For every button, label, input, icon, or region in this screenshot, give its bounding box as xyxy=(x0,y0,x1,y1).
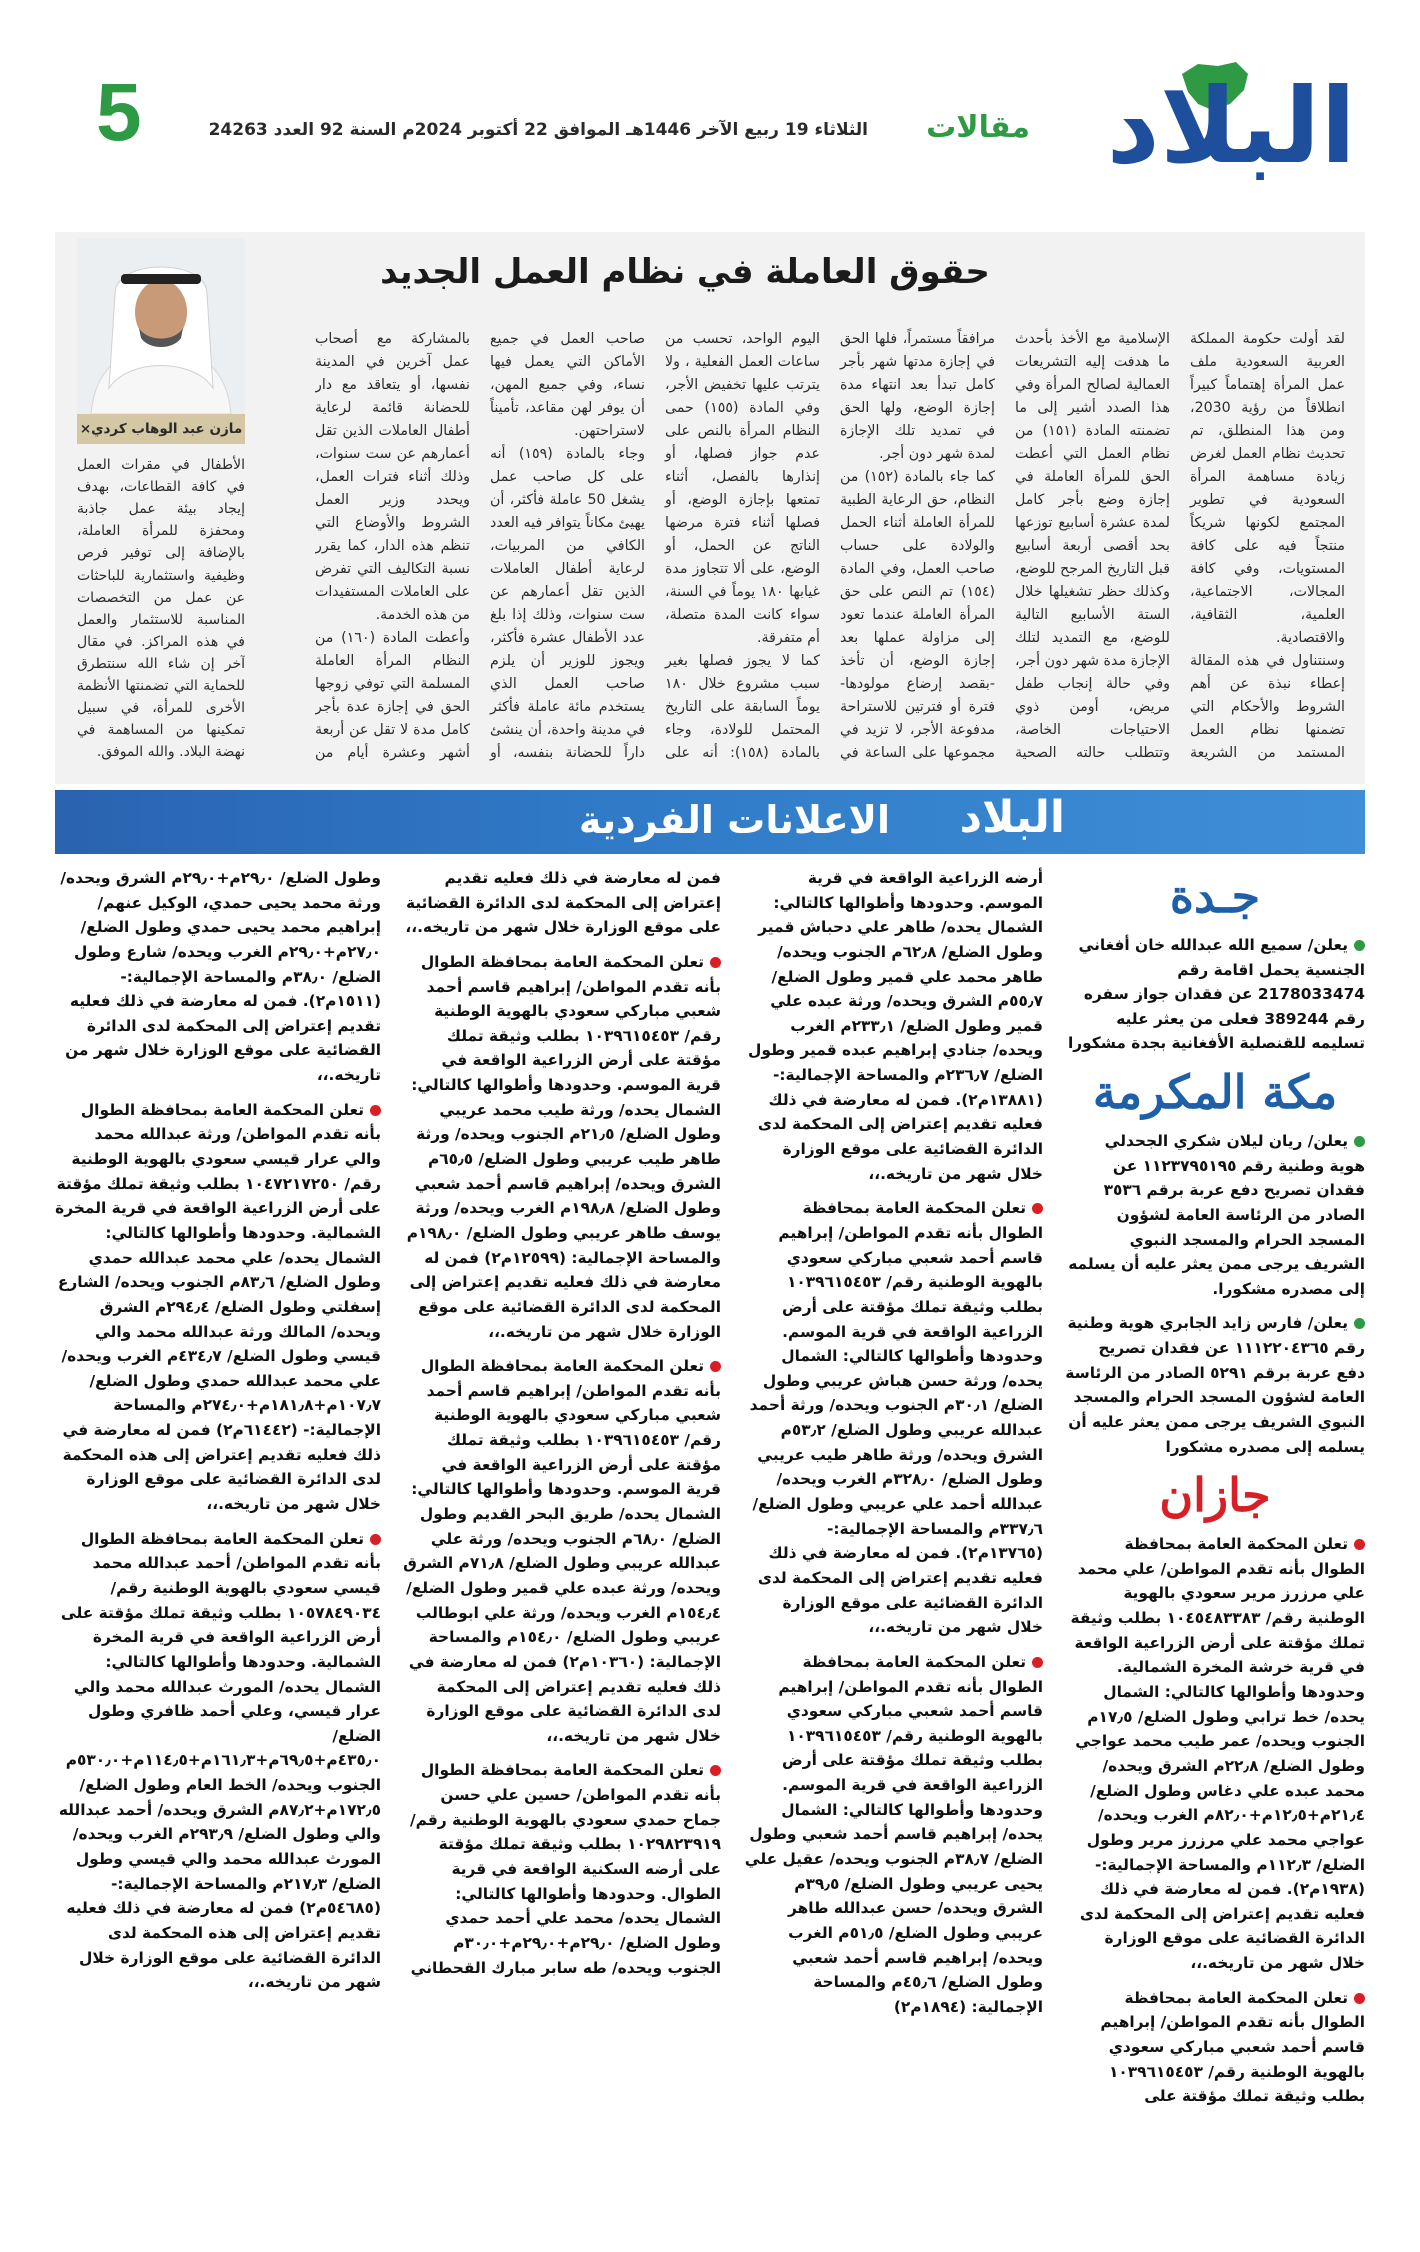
city-heading: جازان xyxy=(1159,1468,1271,1523)
banner-logo: البلاد xyxy=(959,792,1065,843)
author-photo xyxy=(77,238,245,414)
ad-text: تعلن المحكمة العامة بمحافظة الطوال بأنه تقدم المواطن/ أحمد عبدالله محمد قيسي سعودي بالهوية الوطنية رقم/ ١٠٥٧٨٤٩٠٣٤ بطلب وثيقة تملك مؤقتة على أرض الزراعية الواقعة في قرية المخرة الشمالية. وحدودها وأطوالها كالتالي: الشمال يحده/ المورث عبدالله محمد والي عرار قيسي، وعلي أحمد ظافري وطول الضلع/ ٤٣٥٫٠م+٦٩٫٥م+١٦١٫٣م+١١٤٫٥م+٥٣٠٫٠م الجنوب ويحده/ الخط العام وطول الضلع/ ١٧٢٫٥م+٨٧٫٢م الشرق ويحده/ أحمد عبدالله والي وطول الضلع/ ٢٩٣٫٩م الغرب ويحده/ المورث عبدالله محمد والي قيسي وطول الضلع/ ٢١٧٫٣م والمساحة الإجمالية:- (٥٤٦٨٥م٢) فمن له معارضة في ذلك فعليه تقديم إعتراض إلى هذه المحكمة لدى الدائرة القضائية على موقع الوزارة خلال شهر من تاريخه.،، xyxy=(58,1529,381,1992)
classified-ad xyxy=(1065,1986,1365,2109)
ads-column-4 xyxy=(55,866,381,2206)
bullet-icon xyxy=(710,957,721,968)
classified-ad xyxy=(1065,933,1365,1056)
classified-ad xyxy=(1065,1129,1365,1301)
ads-column-1 xyxy=(1065,866,1365,2206)
ads-column-3 xyxy=(403,866,721,2206)
section-label: مقالات xyxy=(926,110,1030,145)
ad-text: يعلن/ فارس زايد الجابري هوية وطنية رقم ١١١٢٢٠٤٣٦٥ عن فقدان تصريح دفع عربة برقم ٥٢٩١ الصادر من الرئاسة العامة لشؤون المسجد الحرام والمسجد النبوي الشريف يرجى ممن يعثر عليه أن يسلمه إلى مصدره مشكورا xyxy=(1065,1314,1365,1456)
classified-ad xyxy=(403,866,721,940)
classified-ad xyxy=(403,1354,721,1748)
date-line: الثلاثاء 19 ربيع الآخر 1446هـ الموافق 22 أكتوبر 2024م السنة 92 العدد 24263 xyxy=(208,120,868,140)
author-portrait-icon xyxy=(77,238,245,414)
logo-text: البلاد xyxy=(1106,65,1356,187)
ad-text: تعلن المحكمة العامة بمحافظة الطوال بأنه تقدم المواطن/ حسين علي حسن جماح حمدي سعودي بالهوية الوطنية رقم/ ١٠٢٩٨٢٣٩١٩ بطلب وثيقة تملك مؤقتة على أرضه السكنية الواقعة في قرية الطوال. وحدودها وأطوالها كالتالي: الشمال يحده/ محمد علي أحمد حمدي وطول الضلع/ ٢٩٫٠م+٢٩٫٠م+٣٠٫٠م الجنوب ويحده/ طه سابر مبارك القحطاني xyxy=(410,1761,721,1977)
bullet-icon xyxy=(710,1765,721,1776)
classified-ad xyxy=(55,1098,381,1517)
bullet-icon xyxy=(710,1361,721,1372)
bullet-icon xyxy=(1032,1657,1043,1668)
ad-text: تعلن المحكمة العامة بمحافظة الطوال بأنه تقدم المواطن/ إبراهيم قاسم أحمد شعبي مباركي سعودي بالهوية الوطنية رقم/ ١٠٣٩٦١٥٤٥٣ بطلب وثيقة تملك مؤقتة على أرض الزراعية الواقعة في قرية الموسم. وحدودها وأطوالها كالتالي: الشمال يحده/ ورثة طيب محمد عريبي وطول الضلع/ ٢١٫٥م الجنوب ويحده/ ورثة طاهر طيب عريبي وطول الضلع/ ٦٥٫٥م الشرق ويحده/ إبراهيم قاسم أحمد شعبي وطول الضلع/ ١٩٨٫٨م الغرب ويحده/ ورثة يوسف طاهر عريبي وطول الضلع/ ١٩٨٫٠م والمساحة الإجمالية: (١٢٥٩٩م٢) فمن له معارضة في ذلك فعليه تقديم إعتراض إلى المحكمة لدى الدائرة القضائية على موقع الوزارة خلال شهر من تاريخه.،، xyxy=(406,952,721,1341)
classified-ad xyxy=(403,950,721,1344)
page-number: 5 xyxy=(96,67,142,158)
city-heading: مكة المكرمة xyxy=(1092,1065,1338,1120)
article-paragraph: وجاء بالمادة (١٥٩) أنه على كل صاحب عمل يشغل 50 عاملة فأكثر، أن يهيئ مكاناً يتوافر فيه العدد الكافي من المربيات، لرعاية أطفال العاملات الذين تقل أعمارهم عن ست سنوات، وذلك إذا بلغ عدد الأطفال عشرة فأكثر، ويجوز للوزير أن يلزم صاحب العمل الذي يستخدم مائة عاملة فأكثر في مدينة واحدة، أن ينشئ داراً للحضانة بنفسه، أو بالمشاركة مع أصحاب عمل آخرين في المدينة نفسها، أو يتعاقد مع دار للحضانة قائمة لرعاية أطفال العاملات الذين تقل أعمارهم عن ست سنوات، وذلك أثناء فترات العمل، ويحدد وزير العمل الشروط والأوضاع التي تنظم هذه الدار، كما يقرر نسبة التكاليف التي تفرض على العاملات المستفيدات من هذه الخدمة. xyxy=(315,331,645,761)
bullet-icon xyxy=(1354,1136,1365,1147)
bullet-icon xyxy=(1354,1539,1365,1550)
classified-ad xyxy=(1065,1532,1365,1976)
ad-text: تعلن المحكمة العامة بمحافظة الطوال بأنه تقدم المواطن/ إبراهيم قاسم أحمد شعبي مباركي سعودي بالهوية الوطنية رقم/ ١٠٣٩٦١٥٤٥٣ بطلب وثيقة تملك مؤقتة على أرض الزراعية الواقعة في قرية الموسم. وحدودها وأطوالها كالتالي: الشمال يحده/ طريق البحر القديم وطول الضلع/ ٦٨٫٠م الجنوب ويحده/ ورثة علي عبدالله عريبي وطول الضلع/ ٧١٫٨م الشرق ويحده/ ورثة عبده علي قمير وطول الضلع/ ١٥٤٫٤م الغرب ويحده/ ورثة علي ابوطالب عريبي وطول الضلع/ ١٥٤٫٠م والمساحة الإجمالية: (١٠٣٦٠م٢) فمن له معارضة في ذلك فعليه تقديم إعتراض إلى المحكمة لدى الدائرة القضائية على موقع الوزارة خلال شهر من تاريخه.،، xyxy=(403,1357,721,1745)
ad-text: فمن له معارضة في ذلك فعليه تقديم إعتراض إلى المحكمة لدى الدائرة القضائية على موقع الوزارة خلال شهر من تاريخه.،، xyxy=(405,869,721,937)
newspaper-logo[interactable] xyxy=(1106,52,1360,202)
classified-ad xyxy=(55,1527,381,1995)
article-body xyxy=(315,328,1345,768)
classified-ad xyxy=(403,1758,721,1980)
classified-ad xyxy=(743,866,1043,1186)
bullet-icon xyxy=(1354,1993,1365,2004)
bullet-icon xyxy=(370,1534,381,1545)
article-paragraph: وسنتناول في هذه المقالة إعطاء نبذة عن أهم الشروط والأحكام التي تضمنها نظام العمل المستمد من الشريعة الإسلامية مع الأخذ بأحدث ما هدفت إليه التشريعات العمالية لصالح المرأة وفي هذا الصدد أشير إلى ما تضمنته المادة (١٥١) من نظام العمل التي أعطت الحق للمرأة العاملة في إجازة وضع بأجر كامل لمدة عشرة أسابيع توزعها بحد أقصى أربعة أسابيع قبل التاريخ المرجح للوضع، وكذلك حظر تشغيلها خلال الستة الأسابيع التالية للوضع، مع التمديد لتلك الإجازة مدة شهر دون أجر، وفي حالة إنجاب طفل مريض، أومن ذوي الاحتياجات الخاصة، وتتطلب حالته الصحية مرافقاً مستمراً، فلها الحق في إجازة مدتها شهر بأجر كامل تبدأ بعد انتهاء مدة إجازة الوضع، ولها الحق في تمديد تلك الإجازة لمدة شهر دون أجر. xyxy=(840,331,1345,761)
bullet-icon xyxy=(1032,1203,1043,1214)
classified-ad xyxy=(55,866,381,1088)
article-title: حقوق العاملة في نظام العمل الجديد xyxy=(380,252,990,292)
bullet-icon xyxy=(370,1105,381,1116)
classifieds-banner xyxy=(55,790,1365,854)
article-paragraph: كما جاء بالمادة (١٥٢) من النظام، حق الرعاية الطبية للمرأة العاملة أثناء الحمل والولادة على حساب صاحب العمل، وفي المادة (١٥٤) تم النص على حق المرأة العاملة عندما تعود إلى مزاولة عملها بعد إجازة الوضع، أن تأخذ -بقصد إرضاع مولودها- فترة أو فترتين للاستراحة مدفوعة الأجر، لا تزيد في مجموعها على الساعة في اليوم الواحد، تحسب من ساعات العمل الفعلية ، ولا يترتب عليها تخفيض الأجر، وفي المادة (١٥٥) حمى النظام المرأة بالنص على عدم جواز فصلها، أو إنذارها بالفصل، أثناء تمتعها بإجازة الوضع، أو فصلها أثناء فترة مرضها الناتج عن الحمل، أو الوضع، على ألا تتجاوز مدة غيابها ١٨٠ يوماً في السنة، سواء كانت المدة متصلة، أم متفرقة. xyxy=(665,331,995,761)
ad-text: أرضه الزراعية الواقعة في قرية الموسم. وحدودها وأطوالها كالتالي: الشمال يحده/ طاهر علي دحباش قمير وطول الضلع/ ٦٢٫٨م الجنوب ويحده/ طاهر محمد علي قمير وطول الضلع/ ٥٥٫٧م الشرق ويحده/ ورثة عبده علي قمير وطول الضلع/ ٢٣٣٫١م الغرب ويحده/ جنادي إبراهيم عبده قمير وطول الضلع/ ٢٣٦٫٧م والمساحة الإجمالية:- (١٣٨٨١م٢). فمن له معارضة في ذلك فعليه تقديم إعتراض إلى المحكمة لدى الدائرة القضائية على موقع الوزارة خلال شهر من تاريخه.،، xyxy=(748,869,1043,1183)
article-paragraph: كما لا يجوز فصلها بغير سبب مشروع خلال ١٨٠ يوماً السابقة على التاريخ المحتمل للولادة، وجاء بالمادة (١٥٨): أنه على صاحب العمل في جميع الأماكن التي يعمل فيها نساء، وفي جميع المهن، أن يوفر لهن مقاعد، تأميناً لاستراحتهن. xyxy=(490,331,820,761)
ad-text: تعلن المحكمة العامة بمحافظة الطوال بأنه تقدم المواطن/ علي محمد علي مرزرز مرير سعودي بالهوية الوطنية رقم/ ١٠٤٥٤٨٣٣٨٣ بطلب وثيقة تملك مؤقتة على أرض الزراعية الواقعة في قرية خرشة المخرة الشمالية. وحدودها وأطوالها كالتالي: الشمال يحده/ خط ترابي وطول الضلع/ ١٧٫٥م الجنوب ويحده/ عمر طيب محمد عواجي وطول الضلع/ ٢٢٫٨م الشرق ويحده/ محمد عبده علي دغاس وطول الضلع/ ٢١٫٤م+١٢٫٥م+٨٢٫٠م الغرب ويحده/ عواجي محمد علي مرزرز مرير وطول الضلع/ ١١٢٫٣م والمساحة الإجمالية:- (١٩٣٨م٢). فمن له معارضة في ذلك فعليه تقديم إعتراض إلى المحكمة لدى الدائرة القضائية على موقع الوزارة خلال شهر من تاريخه.،، xyxy=(1070,1535,1365,1973)
classified-ad xyxy=(743,1196,1043,1640)
author-column-text: الأطفال في مقرات العمل في كافة القطاعات، بهدف إيجاد بيئة عمل جاذبة ومحفزة للمرأة العاملة، بالإضافة إلى توفير فرص وظيفية واستثمارية للباحثات عن عمل من التخصصات المناسبة للاستثمار والعمل في هذه المراكز. في مقال آخر إن شاء الله سنتطرق للحماية التي تضمنتها الأنظمة الأخرى للمرأة، في سبيل تمكينها من المساهمة في نهضة البلاد. والله الموفق. xyxy=(77,457,245,761)
ad-text: تعلن المحكمة العامة بمحافظة الطوال بأنه تقدم المواطن/ إبراهيم قاسم أحمد شعبي مباركي سعودي بالهوية الوطنية رقم/ ١٠٣٩٦١٥٤٥٣ بطلب وثيقة تملك مؤقتة على xyxy=(1100,1988,1365,2106)
ad-text: يعلن/ ريان ليلان شكري الجحدلي هوية وطنية رقم ١١٢٣٧٩٥١٩٥ عن فقدان تصريح دفع عربة برقم ٣٥٣٦ الصادر من الرئاسة العامة لشؤون المسجد الحرام والمسجد النبوي الشريف يرجى ممن يعثر عليه أن يسلمه إلى مصدره مشكورا. xyxy=(1068,1131,1365,1298)
article xyxy=(55,232,1365,784)
author-name: مازن عبد الوهاب كردي× xyxy=(77,414,245,444)
classifieds-area xyxy=(55,866,1365,2206)
bullet-icon xyxy=(1354,1318,1365,1329)
article-paragraph: لقد أولت حكومة المملكة العربية السعودية ملف عمل المرأة إهتماماً كبيراً انطلاقاً من رؤية 2030، ومن هذا المنطلق، تم تحديث نظام العمل لغرض زيادة مساهمة المرأة السعودية في تطوير المجتمع لكونها شريكاً منتجاً فيه على كافة المستويات، وفي كافة المجالات، الاجتماعية، العلمية، الثقافية، والاقتصادية. xyxy=(1190,331,1345,646)
bullet-icon xyxy=(1354,940,1365,951)
classified-ad xyxy=(743,1650,1043,2020)
ads-column-2 xyxy=(743,866,1043,2206)
classified-ad xyxy=(1065,1311,1365,1459)
masthead xyxy=(60,52,1360,202)
ad-text: يعلن/ سميع الله عبدالله خان أفغاني الجنسية يحمل اقامة رقم 2178033474 عن فقدان جواز سفره رقم 389244 فعلى من يعثر عليه تسليمه للقنصلية الأفغانية بجدة مشكورا xyxy=(1067,935,1365,1053)
banner-title: الاعلانات الفردية xyxy=(578,798,890,842)
ad-text: تعلن المحكمة العامة بمحافظة الطوال بأنه تقدم المواطن/ إبراهيم قاسم أحمد شعبي مباركي سعودي بالهوية الوطنية رقم/ ١٠٣٩٦١٥٤٥٣ بطلب وثيقة تملك مؤقتة على أرض الزراعية الواقعة في قرية الموسم. وحدودها وأطوالها كالتالي: الشمال يحده/ إبراهيم قاسم أحمد شعبي وطول الضلع/ ٣٨٫٧م الجنوب ويحده/ عقيل علي يحيى عريبي وطول الضلع/ ٣٩٫٥م الشرق ويحده/ حسن عبدالله طاهر عريبي وطول الضلع/ ٥١٫٥م الغرب ويحده/ إبراهيم قاسم أحمد شعبي وطول الضلع/ ٤٥٫٦م والمساحة الإجمالية: (١٨٩٤م٢) xyxy=(744,1652,1043,2016)
author-column xyxy=(77,454,245,764)
ad-text: وطول الضلع/ ٢٩٫٠م+٢٩٫٠م الشرق ويحده/ ورثة محمد يحيى حمدي، الوكيل عنهم/ إبراهيم محمد يحيى حمدي وطول الضلع/ ٢٧٫٠م+٢٩٫٠م الغرب ويحده/ شارع وطول الضلع/ ٣٨٫٠م والمساحة الإجمالية:- (١٥١١م٢). فمن له معارضة في ذلك فعليه تقديم إعتراض إلى المحكمة لدى الدائرة القضائية على موقع الوزارة خلال شهر من تاريخه.،، xyxy=(60,869,381,1085)
ad-text: تعلن المحكمة العامة بمحافظة الطوال بأنه تقدم المواطن/ ورثة عبدالله محمد والي عرار قيسي سعودي بالهوية الوطنية رقم/ ١٠٤٧٢١٧٢٥٠ بطلب وثيقة تملك مؤقتة على أرض الزراعية الواقعة في قرية المخرة الشمالية. وحدودها وأطوالها كالتالي: الشمال يحده/ علي محمد عبدالله حمدي وطول الضلع/ ٨٣٫٦م الجنوب ويحده/ الشارع إسفلتي وطول الضلع/ ٢٩٤٫٤م الشرق ويحده/ المالك ورثة عبدالله محمد والي قيسي وطول الضلع/ ٤٣٤٫٧م الغرب ويحده/ علي محمد عبدالله حمدي وطول الضلع/ ١٠٧٫٧م+١٨١٫٨م+٢٧٤٫٠م والمساحة الإجمالية:- (٦١٤٤٢م٢) فمن له معارضة في ذلك فعليه تقديم إعتراض إلى هذه المحكمة لدى الدائرة القضائية على موقع الوزارة خلال شهر من تاريخه.،، xyxy=(55,1100,381,1514)
ad-text: تعلن المحكمة العامة بمحافظة الطوال بأنه تقدم المواطن/ إبراهيم قاسم أحمد شعبي مباركي سعودي بالهوية الوطنية رقم/ ١٠٣٩٦١٥٤٥٣ بطلب وثيقة تملك مؤقتة على أرض الزراعية الواقعة في قرية الموسم. وحدودها وأطوالها كالتالي: الشمال يحده/ ورثة حسن هباش عريبي وطول الضلع/ ٣٠٫١م الجنوب ويحده/ ورثة أحمد عبدالله عريبي وطول الضلع/ ٥٣٫٢م الشرق ويحده/ ورثة طاهر طيب عريبي وطول الضلع/ ٣٢٨٫٠م الغرب ويحده/ عبدالله أحمد علي عريبي وطول الضلع/ ٣٣٧٫٦م والمساحة الإجمالية:- (١٣٧٦٥م٢). فمن له معارضة في ذلك فعليه تقديم إعتراض إلى المحكمة لدى الدائرة القضائية على موقع الوزارة خلال شهر من تاريخه.،، xyxy=(749,1199,1043,1637)
city-heading: جـدة xyxy=(1169,869,1261,923)
article-paragraph: وأعطت المادة (١٦٠) من النظام المرأة العاملة المسلمة التي توفي زوجها الحق في إجازة عدة بأجر كامل مدة لا تقل عن أربعة أشهر وعشرة أيام من xyxy=(315,630,470,761)
